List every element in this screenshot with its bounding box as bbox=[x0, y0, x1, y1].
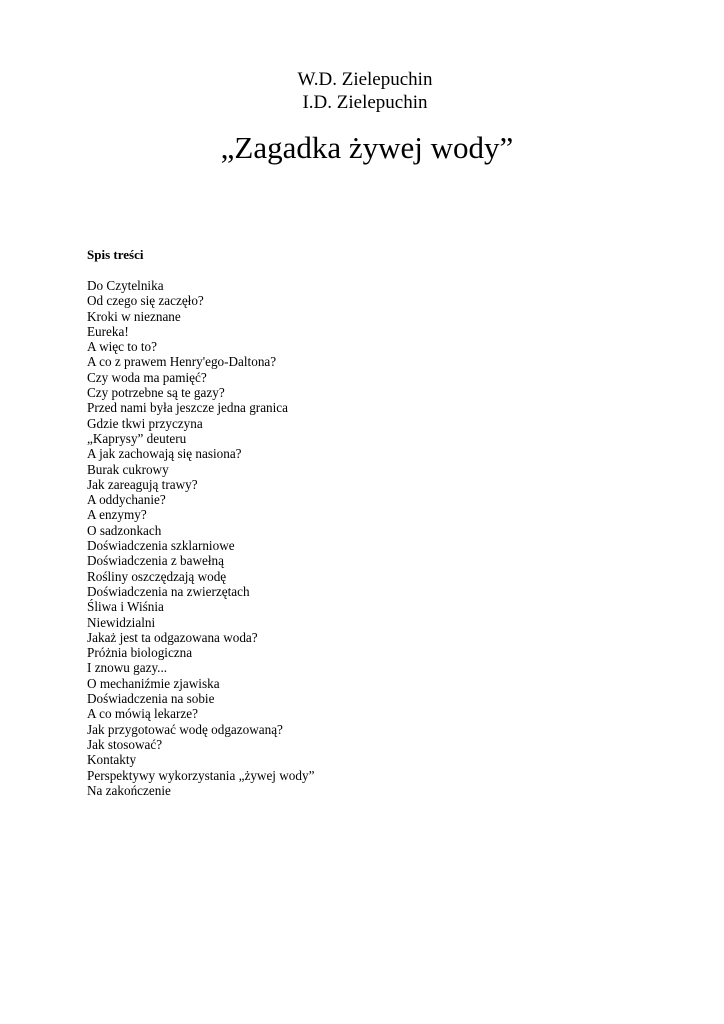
toc-list bbox=[87, 278, 314, 798]
toc-item: A co mówią lekarze? bbox=[87, 706, 198, 722]
toc-item: Perspektywy wykorzystania „żywej wody” bbox=[87, 767, 315, 783]
toc-item: O sadzonkach bbox=[87, 522, 162, 538]
toc-item: Czy woda ma pamięć? bbox=[87, 369, 207, 385]
toc-item: Rośliny oszczędzają wodę bbox=[87, 568, 227, 584]
toc-item: Doświadczenia na sobie bbox=[87, 691, 215, 707]
toc-heading: Spis treści bbox=[87, 247, 144, 262]
toc-item: Doświadczenia z bawełną bbox=[87, 553, 224, 569]
toc-item: Kontakty bbox=[87, 752, 137, 768]
toc-item: Niewidzialni bbox=[87, 614, 156, 630]
document-title: „Zagadka żywej wody” bbox=[220, 130, 514, 165]
toc-item: A oddychanie? bbox=[87, 492, 166, 508]
toc-item: Burak cukrowy bbox=[87, 461, 169, 477]
authors-block bbox=[0, 68, 724, 114]
toc-item: Do Czytelnika bbox=[87, 278, 164, 293]
toc-item: A co z prawem Henry'ego-Daltona? bbox=[87, 354, 277, 370]
toc-item: Gdzie tkwi przyczyna bbox=[87, 415, 203, 431]
toc-item: „Kaprysy” deuteru bbox=[87, 430, 187, 446]
toc-item: Jak stosować? bbox=[87, 736, 163, 752]
toc-item: Kroki w nieznane bbox=[87, 308, 181, 324]
toc-item: Eureka! bbox=[87, 323, 129, 339]
toc-item: Czy potrzebne są te gazy? bbox=[87, 385, 225, 401]
toc-item: Doświadczenia na zwierzętach bbox=[87, 583, 250, 599]
toc-item: Śliwa i Wiśnia bbox=[87, 599, 164, 615]
toc-item: A jak zachowają się nasiona? bbox=[87, 446, 242, 462]
toc-item: I znowu gazy... bbox=[87, 660, 168, 676]
toc-item: Jak przygotować wodę odgazowaną? bbox=[87, 721, 283, 737]
author-name: W.D. Zielepuchin bbox=[297, 69, 433, 90]
toc-item: Od czego się zaczęło? bbox=[87, 293, 204, 309]
toc-item: Jakaż jest ta odgazowana woda? bbox=[87, 629, 258, 645]
toc-item: Doświadczenia szklarniowe bbox=[87, 538, 235, 554]
toc-item: A więc to to? bbox=[87, 339, 157, 355]
toc-item: O mechaniźmie zjawiska bbox=[87, 675, 220, 691]
toc-item: Próżnia biologiczna bbox=[87, 645, 193, 661]
toc-item: A enzymy? bbox=[87, 507, 147, 523]
toc-item: Przed nami była jeszcze jedna granica bbox=[87, 400, 289, 416]
toc-item: Na zakończenie bbox=[87, 782, 171, 798]
author-name: I.D. Zielepuchin bbox=[302, 92, 428, 113]
toc-item: Jak zareagują trawy? bbox=[87, 476, 198, 492]
